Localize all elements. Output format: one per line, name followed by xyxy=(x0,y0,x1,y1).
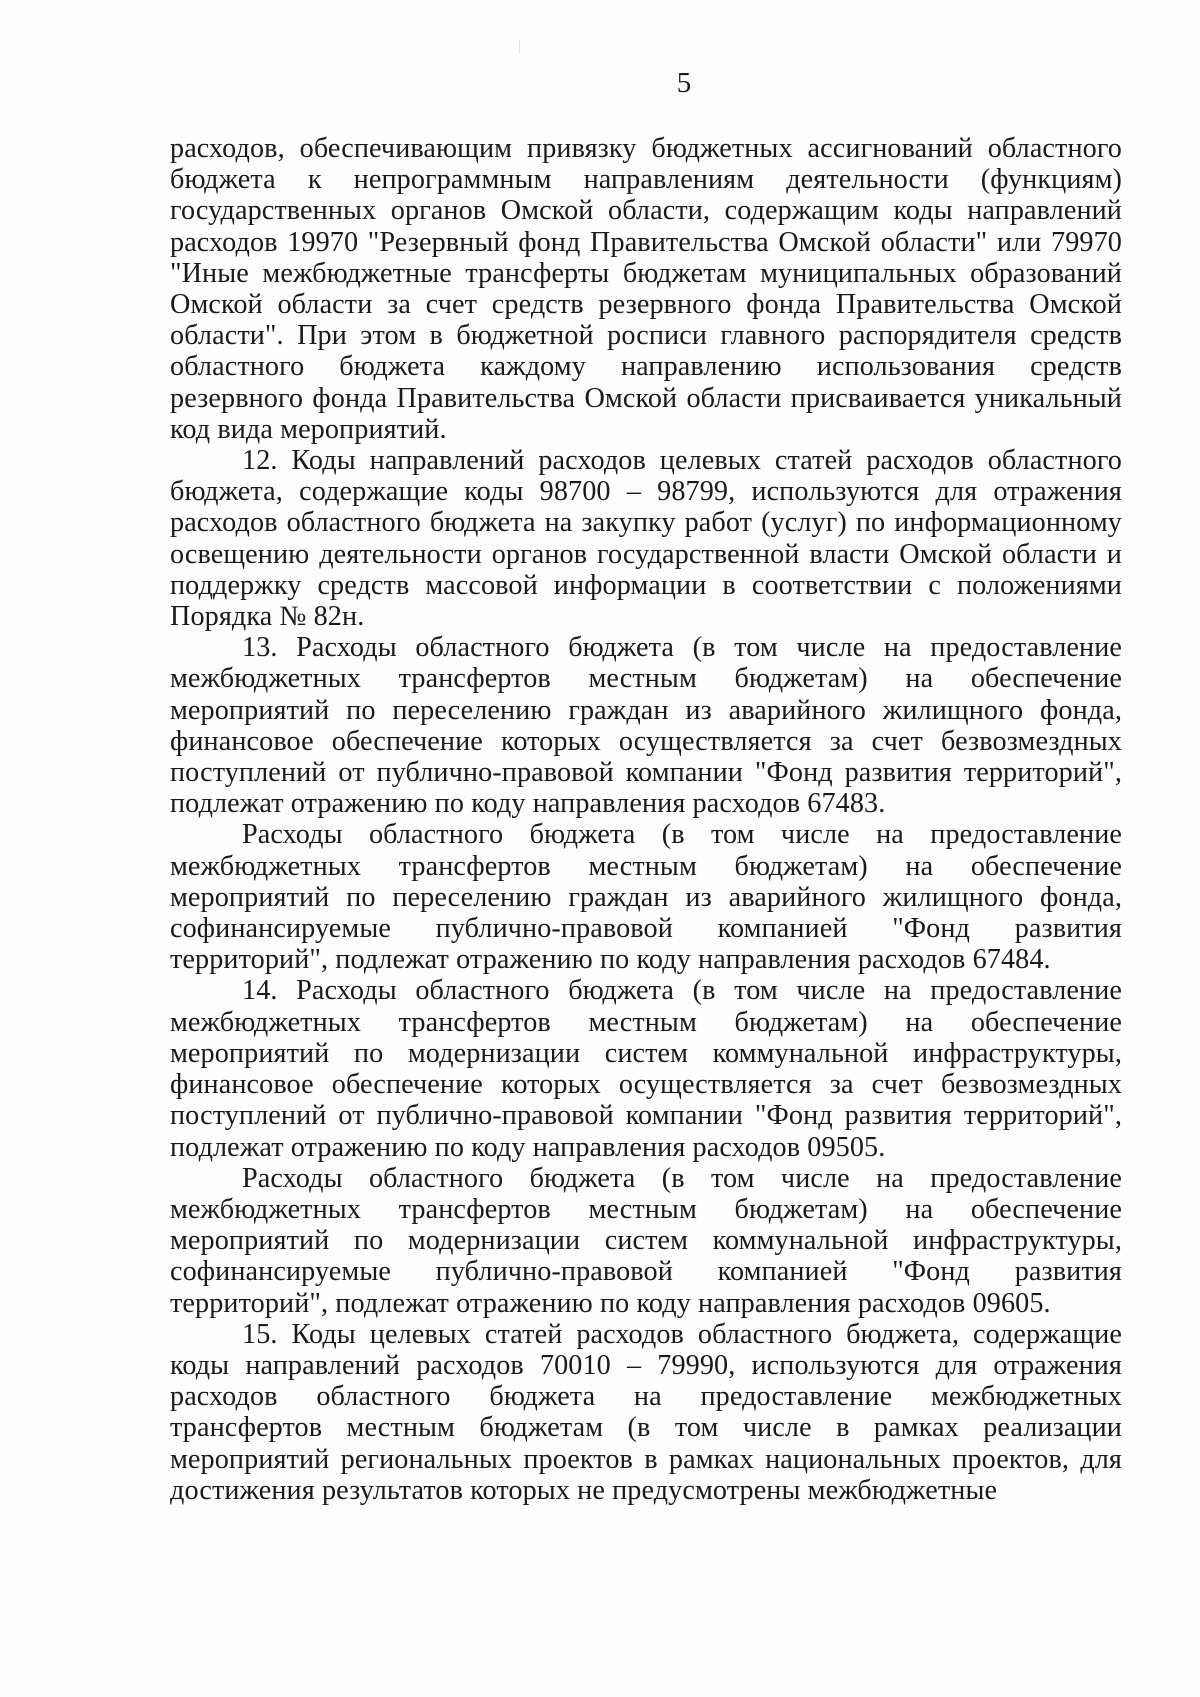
page-number: 5 xyxy=(676,67,692,99)
paragraph-continuation: расходов, обеспечивающим привязку бюджетных ассигнований областного бюджета к непрограммным направлениям деятельности (функциям) государственных органов Омской области, содержащим коды направлений расходов 19970 "Резервный фонд Правительства Омской области" или 79970 "Иные межбюджетные трансферты бюджетам муниципальных образований Омской области за счет средств резервного фонда Правительства Омской области". При этом в бюджетной росписи главного распорядителя средств областного бюджета каждому направлению использования средств резервного фонда Правительства Омской области присваивается уникальный код вида мероприятий. xyxy=(170,133,1122,445)
paragraph-14-cofinanced: Расходы областного бюджета (в том числе на предоставление межбюджетных трансфертов местным бюджетам) на обеспечение мероприятий по модернизации систем коммунальной инфраструктуры, софинансируемые публично-правовой компанией "Фонд развития территорий", подлежат отражению по коду направления расходов 09605. xyxy=(170,1162,1122,1319)
paragraph-12: 12. Коды направлений расходов целевых статей расходов областного бюджета, содержащие коды 98700 – 98799, используются для отражения расходов областного бюджета на закупку работ (услуг) по информационному освещению деятельности органов государственной власти Омской области и поддержку средств массовой информации в соответствии с положениями Порядка № 82н. xyxy=(170,445,1122,633)
paragraph-13-cofinanced: Расходы областного бюджета (в том числе на предоставление межбюджетных трансфертов местным бюджетам) на обеспечение мероприятий по переселению граждан из аварийного жилищного фонда, софинансируемые публично-правовой компанией "Фонд развития территорий", подлежат отражению по коду направления расходов 67484. xyxy=(170,819,1122,976)
scan-artifact xyxy=(519,40,520,54)
document-body xyxy=(170,133,1122,1506)
paragraph-14: 14. Расходы областного бюджета (в том числе на предоставление межбюджетных трансфертов местным бюджетам) на обеспечение мероприятий по модернизации систем коммунальной инфраструктуры, финансовое обеспечение которых осуществляется за счет безвозмездных поступлений от публично-правовой компании "Фонд развития территорий", подлежат отражению по коду направления расходов 09505. xyxy=(170,975,1122,1163)
paragraph-15: 15. Коды целевых статей расходов областного бюджета, содержащие коды направлений расходов 70010 – 79990, используются для отражения расходов областного бюджета на предоставление межбюджетных трансфертов местным бюджетам (в том числе в рамках реализации мероприятий региональных проектов в рамках национальных проектов, для достижения результатов которых не предусмотрены межбюджетные xyxy=(170,1318,1122,1506)
paragraph-13: 13. Расходы областного бюджета (в том числе на предоставление межбюджетных трансфертов местным бюджетам) на обеспечение мероприятий по переселению граждан из аварийного жилищного фонда, финансовое обеспечение которых осуществляется за счет безвозмездных поступлений от публично-правовой компании "Фонд развития территорий", подлежат отражению по коду направления расходов 67483. xyxy=(170,632,1122,820)
